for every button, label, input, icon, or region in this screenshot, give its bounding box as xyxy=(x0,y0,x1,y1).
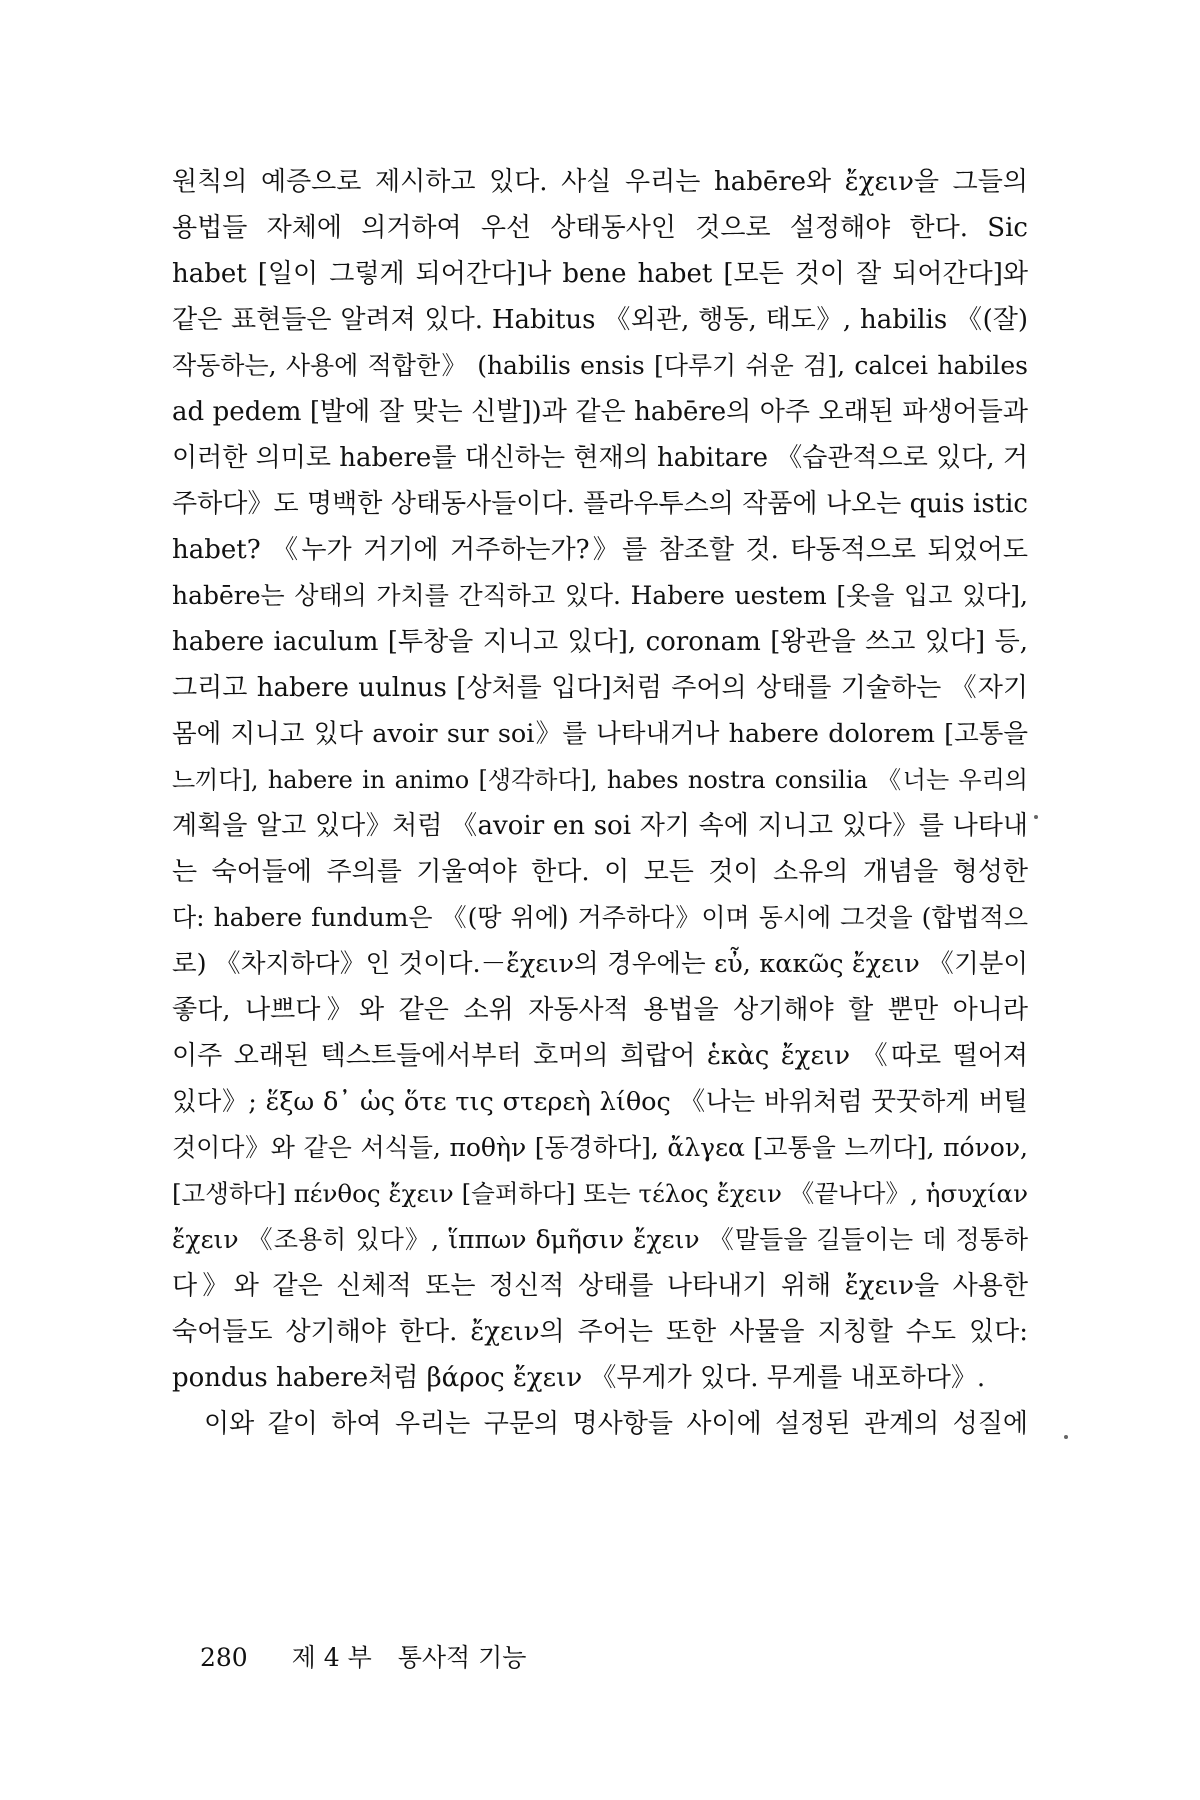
text-line: 이주 오래된 텍스트들에서부터 호머의 희랍어 ἑκὰς ἔχειν 《따로 떨어져 xyxy=(172,1041,1028,1071)
page-number: 280 xyxy=(200,1643,248,1672)
text-line: 원칙의 예증으로 제시하고 있다. 사실 우리는 habēre와 ἔχειν을 그들의 xyxy=(172,167,1028,197)
text-line: 몸에 지니고 있다 avoir sur soi》를 나타내거나 habere dolorem [고통을 xyxy=(172,719,1028,749)
text-line: 용법들 자체에 의거하여 우선 상태동사인 것으로 설정해야 한다. Sic xyxy=(172,213,1028,243)
text-line: 그리고 habere uulnus [상처를 입다]처럼 주어의 상태를 기술하는 《자기 xyxy=(172,673,1028,703)
text-line: 것이다》와 같은 서식들, ποθὴν [동경하다], ἄλγεα [고통을 느끼다], πόνον, xyxy=(172,1133,1028,1162)
text-line: 작동하는, 사용에 적합한》 (habilis ensis [다루기 쉬운 검], calcei habiles xyxy=(172,351,1028,380)
text-line: 숙어들도 상기해야 한다. ἔχειν의 주어는 또한 사물을 지칭할 수도 있다: xyxy=(172,1317,1028,1347)
text-line: 이와 같이 하여 우리는 구문의 명사항들 사이에 설정된 관계의 성질에 xyxy=(204,1409,1028,1439)
text-line: 주하다》도 명백한 상태동사들이다. 플라우투스의 작품에 나오는 quis istic xyxy=(172,489,1028,519)
stray-mark xyxy=(1034,815,1038,819)
text-line: 느끼다], habere in animo [생각하다], habes nostra consilia 《너는 우리의 xyxy=(172,766,1028,794)
text-line: 다: habere fundum은 《(땅 위에) 거주하다》이며 동시에 그것을 (합법적으 xyxy=(172,903,1028,932)
text-line: 있다》; ἕξω δ᾽ ὡς ὅτε τις στερεὴ λίθος 《나는 바위처럼 꿋꿋하게 버틸 xyxy=(172,1087,1028,1117)
text-line: ἔχειν 《조용히 있다》, ἵππων δμῆσιν ἔχειν 《말들을 길들이는 데 정통하 xyxy=(172,1225,1028,1254)
page-footer xyxy=(200,1638,544,1678)
text-line: habet [일이 그렇게 되어간다]나 bene habet [모든 것이 잘 되어간다]와 xyxy=(172,259,1028,289)
section-title: 통사적 기능 xyxy=(397,1643,527,1672)
text-line: habēre는 상태의 가치를 간직하고 있다. Habere uestem [옷을 입고 있다], xyxy=(172,581,1028,610)
text-line: 로) 《차지하다》인 것이다.－ἔχειν의 경우에는 εὖ, κακῶς ἔχειν 《기분이 xyxy=(172,949,1028,979)
text-line: pondus habere처럼 βάρος ἔχειν 《무게가 있다. 무게를 내포하다》. xyxy=(172,1363,986,1393)
text-line: 이러한 의미로 habere를 대신하는 현재의 habitare 《습관적으로 있다, 거 xyxy=(172,443,1028,473)
text-line: 같은 표현들은 알려져 있다. Habitus 《외관, 행동, 태도》, habilis 《(잘) xyxy=(172,305,1028,335)
stray-mark xyxy=(1064,1435,1068,1439)
text-line: 계획을 알고 있다》처럼 《avoir en soi 자기 속에 지니고 있다》를 나타내 xyxy=(172,811,1028,841)
part-label: 제 4 부 xyxy=(291,1643,372,1672)
text-line: habere iaculum [투창을 지니고 있다], coronam [왕관을 쓰고 있다] 등, xyxy=(172,627,1029,657)
text-line: 는 숙어들에 주의를 기울여야 한다. 이 모든 것이 소유의 개념을 형성한 xyxy=(172,857,1028,887)
text-line: 좋다, 나쁘다》와 같은 소위 자동사적 용법을 상기해야 할 뿐만 아니라 xyxy=(172,995,1028,1025)
text-line: habet? 《누가 거기에 거주하는가?》를 참조할 것. 타동적으로 되었어도 xyxy=(172,535,1028,565)
text-line: 다》와 같은 신체적 또는 정신적 상태를 나타내기 위해 ἔχειν을 사용한 xyxy=(172,1271,1028,1301)
text-line: [고생하다] πένθος ἔχειν [슬퍼하다] 또는 τέλος ἔχειν 《끝나다》, ἡσυχίαν xyxy=(172,1179,1028,1208)
text-line: ad pedem [발에 잘 맞는 신발])과 같은 habēre의 아주 오래된 파생어들과 xyxy=(172,397,1028,427)
